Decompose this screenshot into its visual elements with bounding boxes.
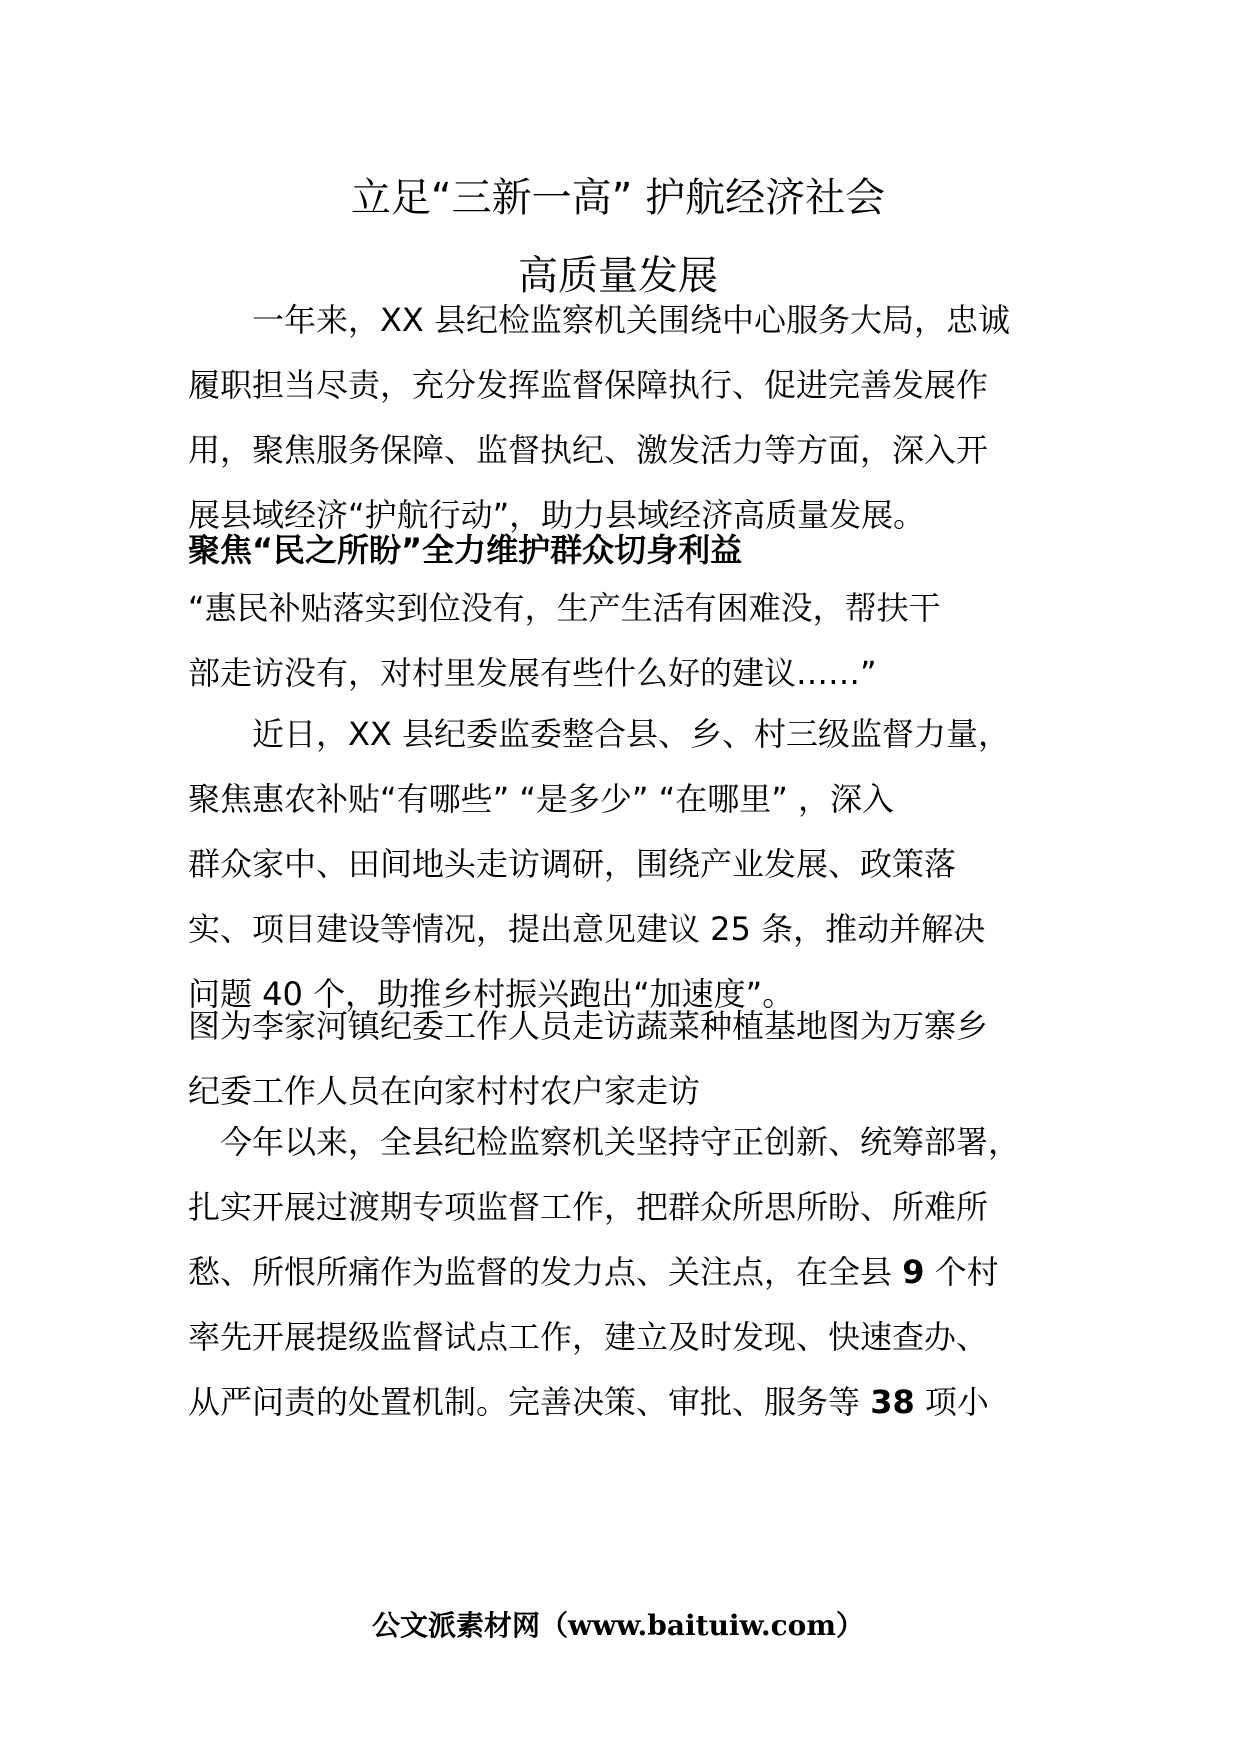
paragraph-line	[188, 1370, 1088, 1435]
quote-line: “惠民补贴落实到位没有，生产生活有困难没，帮扶干	[188, 589, 941, 627]
paragraph-line: 问题 40 个，助推乡村振兴跑出“加速度”。	[188, 975, 795, 1013]
paragraph-line: 近日，XX 县纪委监委整合县、乡、村三级监督力量，	[188, 715, 1011, 753]
paragraph-line	[188, 1240, 1088, 1305]
intro-line: 一年来，XX 县纪检监察机关围绕中心服务大局，忠诚	[188, 301, 1011, 339]
paragraph-line: 聚焦惠农补贴“有哪些” “是多少” “在哪里” ，深入	[188, 780, 894, 818]
body-paragraph-2	[188, 702, 1088, 1027]
paragraph-text: 从严问责的处置机制。完善决策、审批、服务等	[188, 1383, 871, 1421]
intro-paragraph	[188, 288, 1088, 548]
paragraph-line: 扎实开展过渡期专项监督工作，把群众所思所盼、所难所	[188, 1188, 989, 1226]
village-count: 9	[902, 1253, 925, 1291]
paragraph-line: 率先开展提级监督试点工作，建立及时发现、快速查办、	[188, 1318, 989, 1356]
document-page	[188, 0, 1098, 1754]
paragraph-line: 实、项目建设等情况，提出意见建议 25 条，推动并解决	[188, 910, 986, 948]
item-count: 38	[870, 1383, 915, 1421]
intro-line: 用，聚焦服务保障、监督执纪、激发活力等方面，深入开	[188, 431, 989, 469]
paragraph-text: 项小	[914, 1383, 989, 1421]
section-heading: 聚焦“民之所盼”全力维护群众切身利益	[188, 531, 743, 569]
paragraph-text: 愁、所恨所痛作为监督的发力点、关注点，在全县	[188, 1253, 903, 1291]
body-paragraph-3	[188, 1110, 1088, 1435]
image-caption	[188, 994, 1088, 1124]
caption-line: 图为李家河镇纪委工作人员走访蔬菜种植基地图为万寨乡	[188, 1007, 989, 1045]
caption-line: 纪委工作人员在向家村村农户家走访	[188, 1072, 701, 1110]
quote-line: 部走访没有，对村里发展有些什么好的建议……”	[188, 654, 877, 692]
intro-line: 展县域经济“护航行动”，助力县域经济高质量发展。	[188, 496, 926, 534]
quote-paragraph	[188, 576, 1088, 706]
title-line-1: 立足“三新一高” 护航经济社会	[350, 175, 886, 221]
title-line-2: 高质量发展	[518, 253, 718, 299]
intro-line: 履职担当尽责，充分发挥监督保障执行、促进完善发展作	[188, 366, 989, 404]
paragraph-line: 群众家中、田间地头走访调研，围绕产业发展、政策落	[188, 845, 957, 883]
footer-watermark: 公文派素材网（www.baituiw.com）	[372, 1609, 864, 1642]
paragraph-line: 今年以来，全县纪检监察机关坚持守正创新、统筹部署，	[188, 1123, 1021, 1161]
paragraph-text: 个村	[924, 1253, 999, 1291]
